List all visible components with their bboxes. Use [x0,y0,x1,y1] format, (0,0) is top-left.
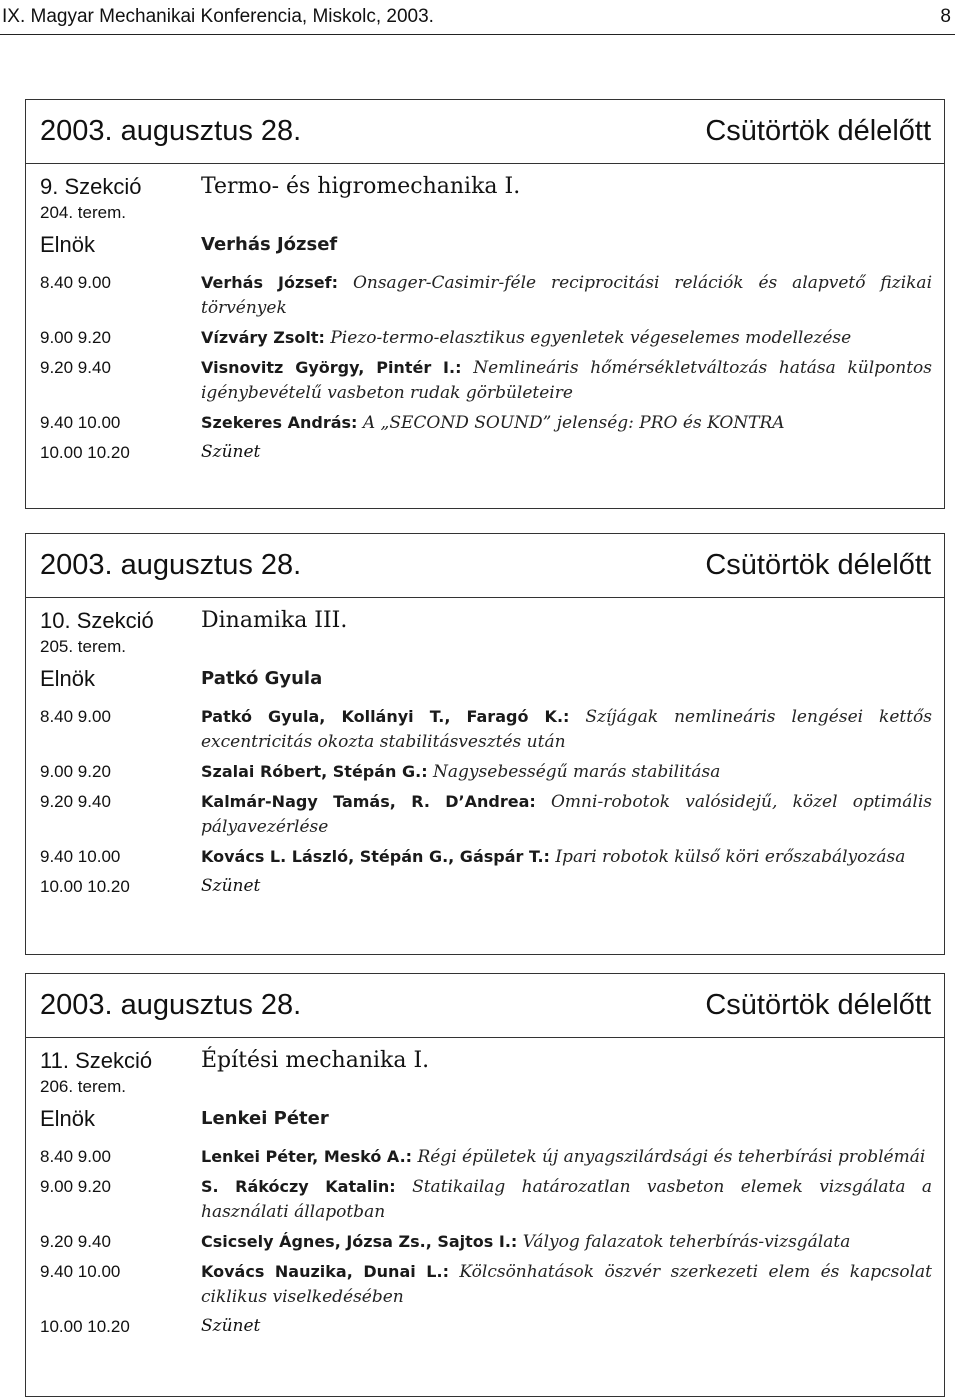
session-date: 2003. augusztus 28. [40,115,302,147]
conference-title: IX. Magyar Mechanikai Konferencia, Miskolc, 2003. [2,6,434,27]
section-label: 9. Szekció [40,174,142,199]
talk-authors: Vízváry Zsolt: [201,328,325,347]
talk-authors: Visnovitz György, Pintér I.: [201,358,462,377]
chair-label: Elnök [40,666,96,691]
talk-authors: S. Rákóczy Katalin: [201,1177,396,1196]
talk-authors: Csicsely Ágnes, Józsa Zs., Sajtos I.: [201,1232,518,1251]
break-time: 10.00 10.20 [40,877,130,896]
talk-entry [189,1229,944,1255]
talk-authors: Kovács L. László, Stépán G., Gáspár T.: [201,847,550,866]
talk-entry [189,789,944,840]
talk-authors: Szalai Róbert, Stépán G.: [201,762,428,781]
session-block-10 [25,533,945,955]
session-header [26,100,944,164]
talk-entry [189,355,944,406]
talk-time: 9.00 9.20 [40,328,111,347]
room-label: 205. terem. [40,637,126,656]
talk-title: Omni-robotok valósidejű, közel optimális pályavezérlése [201,792,932,837]
section-title: Termo- és higromechanika I. [201,174,521,199]
talk-title: Ipari robotok külső köri erőszabályozása [555,847,906,867]
talk-title: Statikailag határozatlan vasbeton elemek vizsgálata a használati állapotban [201,1177,932,1222]
talk-title: Kölcsönhatások öszvér szerkezeti elem és kapcsolat ciklikus viselkedésében [201,1262,933,1307]
talk-time: 9.20 9.40 [40,1232,111,1251]
room-label: 204. terem. [40,203,126,222]
break-label: Szünet [201,442,261,462]
talk-time: 9.40 10.00 [40,847,121,866]
session-day: Csütörtök délelőtt [705,549,931,581]
talk-time: 9.40 10.00 [40,413,121,432]
session-day: Csütörtök délelőtt [705,989,931,1021]
talk-title: Onsager-Casimir-féle reciprocitási relációk és alapvető fizikai törvények [201,273,933,318]
talk-title: Régi épületek új anyagszilárdsági és teherbírási problémái [417,1147,926,1167]
session-table [26,164,944,465]
session-block-9 [25,99,945,509]
talk-authors: Patkó Gyula, Kollányi T., Faragó K.: [201,707,570,726]
session-day: Csütörtök délelőtt [705,115,931,147]
break-label: Szünet [201,1316,261,1336]
talk-time: 9.00 9.20 [40,1177,111,1196]
talk-entry [189,270,944,321]
talk-entry [189,325,944,351]
talk-title: A „SECOND SOUND” jelenség: PRO és KONTRA [362,413,785,433]
chair-name: Patkó Gyula [201,668,323,689]
talk-title: Szíjágak nemlineáris lengései kettős excentricitás okozta stabilitásvesztés után [201,707,932,752]
talk-time: 9.00 9.20 [40,762,111,781]
talk-title: Piezo-termo-elasztikus egyenletek végeselemes modellezése [330,328,852,348]
talk-time: 8.40 9.00 [40,1147,111,1166]
talk-entry [189,844,944,870]
talk-time: 9.40 10.00 [40,1262,121,1281]
chair-name: Lenkei Péter [201,1108,329,1129]
session-table [26,1038,944,1339]
talk-entry [189,1259,944,1310]
break-label: Szünet [201,876,261,896]
talk-time: 8.40 9.00 [40,707,111,726]
talk-entry [189,759,944,785]
page-number: 8 [940,6,951,27]
session-header [26,974,944,1038]
break-time: 10.00 10.20 [40,1317,130,1336]
talk-entry [189,1144,944,1170]
section-label: 10. Szekció [40,608,154,633]
talk-authors: Szekeres András: [201,413,358,432]
talk-authors: Kalmár-Nagy Tamás, R. D’Andrea: [201,792,536,811]
break-time: 10.00 10.20 [40,443,130,462]
room-label: 206. terem. [40,1077,126,1096]
talk-entry [189,1174,944,1225]
talk-time: 9.20 9.40 [40,792,111,811]
chair-label: Elnök [40,1106,96,1131]
talk-title: Nagysebességű marás stabilitása [433,762,721,782]
talk-entry [189,410,944,436]
session-block-11 [25,973,945,1397]
talk-authors: Lenkei Péter, Meskó A.: [201,1147,413,1166]
section-label: 11. Szekció [40,1048,153,1073]
talk-title: Vályog falazatok teherbírás-vizsgálata [522,1232,851,1252]
talk-time: 9.20 9.40 [40,358,111,377]
talk-authors: Verhás József: [201,273,339,292]
chair-name: Verhás József [201,234,338,255]
chair-label: Elnök [40,232,96,257]
section-title: Építési mechanika I. [201,1048,430,1073]
talk-entry [189,704,944,755]
session-date: 2003. augusztus 28. [40,989,302,1021]
page-header [0,0,955,35]
session-table [26,598,944,899]
session-header [26,534,944,598]
section-title: Dinamika III. [201,608,348,633]
talk-time: 8.40 9.00 [40,273,111,292]
talk-title: Nemlineáris hőmérsékletváltozás hatása külpontos igénybevételű vasbeton rudak görbületeire [201,358,933,403]
session-date: 2003. augusztus 28. [40,549,302,581]
talk-authors: Kovács Nauzika, Dunai L.: [201,1262,449,1281]
